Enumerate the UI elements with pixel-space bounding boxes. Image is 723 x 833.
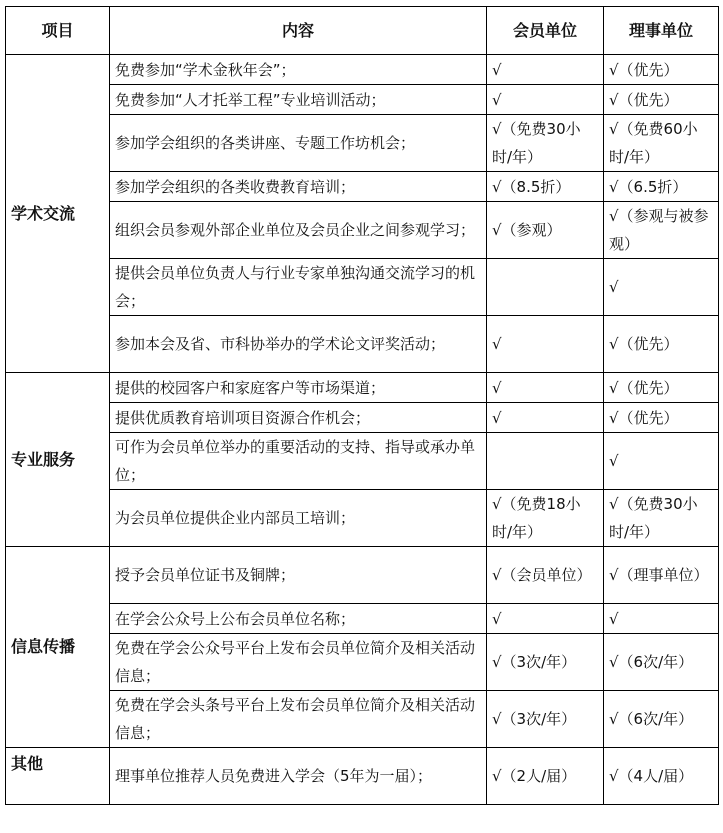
header-item: 项目	[6, 7, 110, 55]
council-unit-value: √（优先）	[604, 85, 719, 115]
member-unit-value: √（8.5折）	[487, 172, 604, 202]
table-row	[6, 433, 719, 490]
council-unit-value: √（优先）	[604, 403, 719, 433]
table-row	[6, 172, 719, 202]
benefit-content: 提供的校园客户和家庭客户等市场渠道；	[110, 373, 487, 403]
member-unit-value: √（免费18小时/年）	[487, 490, 604, 547]
table-row	[6, 547, 719, 604]
benefit-content: 组织会员参观外部企业单位及会员企业之间参观学习；	[110, 202, 487, 259]
header-member-unit: 会员单位	[487, 7, 604, 55]
table-row	[6, 202, 719, 259]
council-unit-value: √（6.5折）	[604, 172, 719, 202]
council-unit-value: √（6次/年）	[604, 634, 719, 691]
header-council-unit: 理事单位	[604, 7, 719, 55]
council-unit-value: √（6次/年）	[604, 691, 719, 748]
benefit-content: 理事单位推荐人员免费进入学会（5年为一届）；	[110, 748, 487, 805]
member-unit-value	[487, 433, 604, 490]
member-unit-value: √（会员单位）	[487, 547, 604, 604]
benefit-content: 免费在学会头条号平台上发布会员单位简介及相关活动信息；	[110, 691, 487, 748]
benefit-content: 参加学会组织的各类收费教育培训；	[110, 172, 487, 202]
council-unit-value: √	[604, 604, 719, 634]
section-label: 学术交流	[6, 55, 110, 373]
benefit-content: 免费参加“人才托举工程”专业培训活动；	[110, 85, 487, 115]
council-unit-value: √（4人/届）	[604, 748, 719, 805]
council-unit-value: √	[604, 433, 719, 490]
member-unit-value: √	[487, 373, 604, 403]
benefit-content: 授予会员单位证书及铜牌；	[110, 547, 487, 604]
member-unit-value: √（3次/年）	[487, 691, 604, 748]
member-unit-value: √	[487, 316, 604, 373]
council-unit-value: √（优先）	[604, 373, 719, 403]
member-unit-value: √	[487, 604, 604, 634]
table-row	[6, 748, 719, 805]
header-content: 内容	[110, 7, 487, 55]
council-unit-value: √	[604, 259, 719, 316]
member-unit-value	[487, 259, 604, 316]
council-unit-value: √（免费30小时/年）	[604, 490, 719, 547]
table-row	[6, 691, 719, 748]
member-unit-value: √	[487, 403, 604, 433]
council-unit-value: √（优先）	[604, 55, 719, 85]
benefit-content: 免费参加“学术金秋年会”；	[110, 55, 487, 85]
benefit-content: 免费在学会公众号平台上发布会员单位简介及相关活动信息；	[110, 634, 487, 691]
table-row	[6, 490, 719, 547]
table-row	[6, 604, 719, 634]
table-row	[6, 259, 719, 316]
council-unit-value: √（免费60小时/年）	[604, 115, 719, 172]
council-unit-value: √（优先）	[604, 316, 719, 373]
table-row	[6, 373, 719, 403]
section-label: 其他	[6, 748, 110, 805]
member-unit-value: √（2人/届）	[487, 748, 604, 805]
table-row	[6, 403, 719, 433]
table-row	[6, 634, 719, 691]
table-row	[6, 115, 719, 172]
membership-benefits-table	[5, 6, 719, 805]
member-unit-value: √（3次/年）	[487, 634, 604, 691]
member-unit-value: √	[487, 85, 604, 115]
council-unit-value: √（理事单位）	[604, 547, 719, 604]
member-unit-value: √（免费30小时/年）	[487, 115, 604, 172]
benefit-content: 可作为会员单位举办的重要活动的支持、指导或承办单位；	[110, 433, 487, 490]
section-label: 信息传播	[6, 547, 110, 748]
council-unit-value: √（参观与被参观）	[604, 202, 719, 259]
table-row	[6, 55, 719, 85]
member-unit-value: √（参观）	[487, 202, 604, 259]
benefit-content: 在学会公众号上公布会员单位名称；	[110, 604, 487, 634]
benefit-content: 参加本会及省、市科协举办的学术论文评奖活动；	[110, 316, 487, 373]
benefit-content: 为会员单位提供企业内部员工培训；	[110, 490, 487, 547]
member-unit-value: √	[487, 55, 604, 85]
benefit-content: 提供会员单位负责人与行业专家单独沟通交流学习的机会；	[110, 259, 487, 316]
header-row	[6, 7, 719, 55]
table-row	[6, 85, 719, 115]
section-label: 专业服务	[6, 373, 110, 547]
benefit-content: 提供优质教育培训项目资源合作机会；	[110, 403, 487, 433]
table-row	[6, 316, 719, 373]
benefit-content: 参加学会组织的各类讲座、专题工作坊机会；	[110, 115, 487, 172]
